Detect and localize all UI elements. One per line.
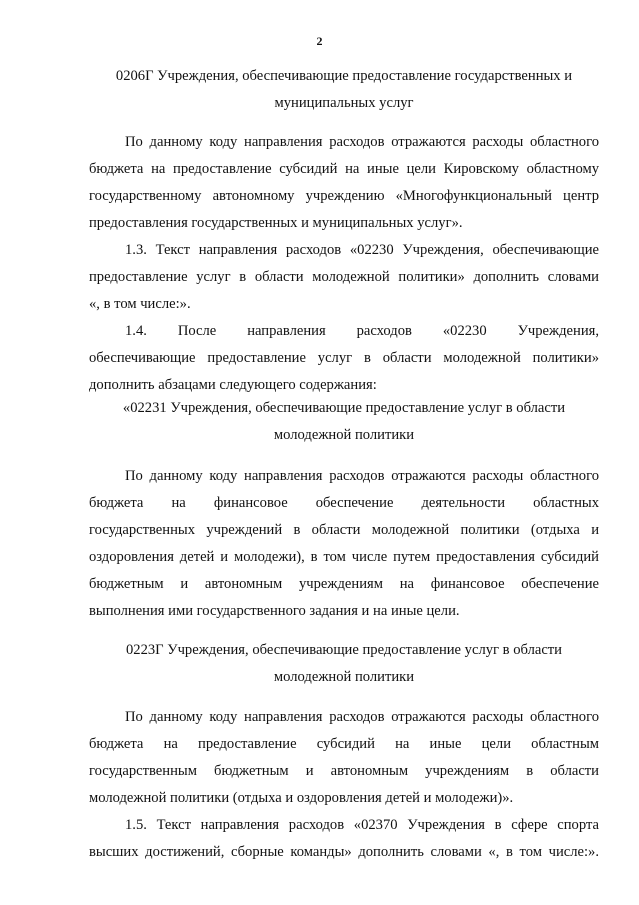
text-line: молодежной политики	[273, 427, 415, 443]
text-line: оздоровления детей и молодежи), в том числе путем предоставления субсидий	[89, 549, 599, 565]
text-line: «, в том числе:».	[89, 296, 191, 312]
text-line: высших достижений, сборные команды» дополнить словами «, в том числе:».	[89, 844, 599, 860]
text-line: государственных учреждений в области молодежной политики (отдыха и	[89, 522, 599, 538]
text-line: 1.3. Текст направления расходов «02230 Учреждения, обеспечивающие	[125, 242, 599, 258]
text-line: обеспечивающие предоставление услуг в области молодежной политики»	[89, 350, 599, 366]
text-line: государственным бюджетным и автономным учреждениям в области	[89, 763, 599, 779]
text-line: молодежной политики (отдыха и оздоровления детей и молодежи)».	[89, 790, 514, 806]
text-line: предоставления государственных и муниципальных услуг».	[89, 215, 463, 231]
text-line: бюджета на финансовое обеспечение деятельности областных	[89, 495, 599, 511]
text-line: бюджета на предоставление субсидий на иные цели Кировскому областному	[89, 161, 599, 177]
text-line: бюджетным и автономным учреждениям на финансовое обеспечение	[89, 576, 599, 592]
page-number: 2	[316, 34, 323, 48]
text-line: молодежной политики	[273, 669, 415, 685]
text-line: 1.4. После направления расходов «02230 Учреждения,	[125, 323, 599, 339]
text-line: По данному коду направления расходов отражаются расходы областного	[125, 134, 599, 150]
text-line: По данному коду направления расходов отражаются расходы областного	[125, 468, 599, 484]
text-line: муниципальных услуг	[274, 95, 414, 111]
text-line: 1.5. Текст направления расходов «02370 Учреждения в сфере спорта	[125, 817, 599, 833]
text-line: «02231 Учреждения, обеспечивающие предоставление услуг в области	[122, 400, 566, 416]
text-line: бюджета на предоставление субсидий на иные цели областным	[89, 736, 599, 752]
text-line: дополнить абзацами следующего содержания:	[89, 377, 377, 393]
text-line: предоставление услуг в области молодежной политики» дополнить словами	[89, 269, 599, 285]
text-line: 0206Г Учреждения, обеспечивающие предоставление государственных и	[115, 68, 573, 84]
text-line: государственному автономному учреждению «Многофункциональный центр	[89, 188, 599, 204]
text-line: 0223Г Учреждения, обеспечивающие предоставление услуг в области	[125, 642, 562, 658]
text-line: По данному коду направления расходов отражаются расходы областного	[125, 709, 599, 725]
text-line: выполнения ими государственного задания и на иные цели.	[89, 603, 460, 619]
